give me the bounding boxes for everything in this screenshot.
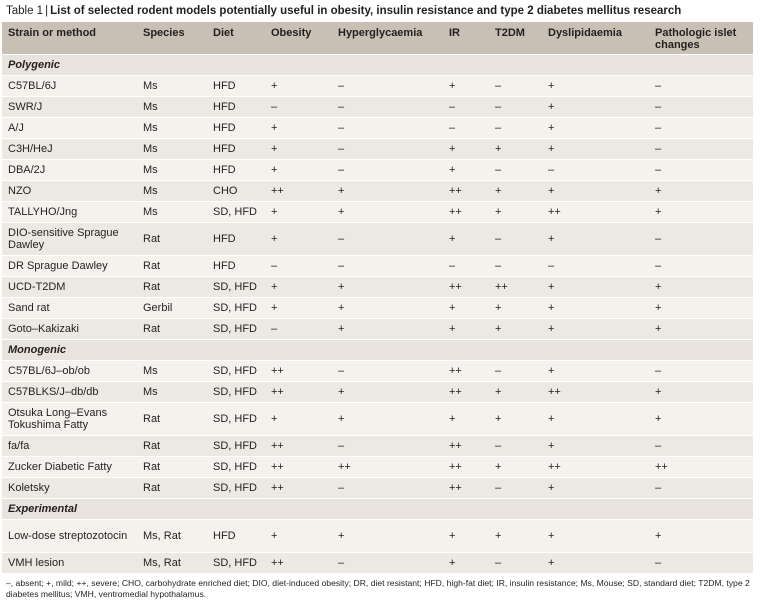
table-cell: + (265, 403, 332, 436)
table-cell: ++ (265, 181, 332, 202)
table-cell: ++ (265, 478, 332, 499)
table-cell: SD, HFD (207, 202, 265, 223)
table-cell: ++ (265, 382, 332, 403)
table-cell: Rat (137, 403, 207, 436)
table-cell: – (443, 256, 489, 277)
table-cell: + (489, 457, 542, 478)
table-cell: + (542, 181, 649, 202)
table-cell: – (649, 118, 753, 139)
column-header: Dyslipidaemia (542, 22, 649, 55)
table-cell: + (542, 118, 649, 139)
table-cell: – (265, 97, 332, 118)
table-cell: A/J (2, 118, 137, 139)
table-cell: – (332, 361, 443, 382)
column-header: Pathologic islet changes (649, 22, 753, 55)
rodent-models-table (2, 22, 753, 574)
table-cell: SD, HFD (207, 403, 265, 436)
table-cell: – (649, 139, 753, 160)
table-cell: + (649, 382, 753, 403)
table-cell: + (489, 298, 542, 319)
table-cell: + (332, 181, 443, 202)
column-header: Diet (207, 22, 265, 55)
column-header: Hyperglycaemia (332, 22, 443, 55)
table-cell: NZO (2, 181, 137, 202)
table-cell: – (489, 361, 542, 382)
table-cell: + (489, 382, 542, 403)
table-cell: HFD (207, 256, 265, 277)
table-cell: – (332, 223, 443, 256)
table-cell: ++ (332, 457, 443, 478)
table-cell: C3H/HeJ (2, 139, 137, 160)
table-cell: ++ (443, 202, 489, 223)
table-cell: – (649, 223, 753, 256)
table-cell: + (542, 277, 649, 298)
table-cell: SD, HFD (207, 319, 265, 340)
table-cell: + (649, 298, 753, 319)
table-cell: ++ (443, 457, 489, 478)
table-cell: HFD (207, 520, 265, 553)
table-cell: + (443, 223, 489, 256)
table-cell: – (489, 256, 542, 277)
table-cell: + (649, 202, 753, 223)
table-cell: + (542, 97, 649, 118)
table-cell: + (489, 202, 542, 223)
header-row (2, 22, 753, 55)
table-cell: ++ (265, 553, 332, 574)
table-cell: – (265, 256, 332, 277)
table-cell: Rat (137, 319, 207, 340)
table-cell: Ms (137, 382, 207, 403)
table-cell: + (649, 277, 753, 298)
table-row (2, 553, 753, 574)
table-cell: Rat (137, 223, 207, 256)
table-cell: – (649, 256, 753, 277)
table-cell: ++ (542, 202, 649, 223)
table-cell: – (443, 97, 489, 118)
table-cell: Ms, Rat (137, 520, 207, 553)
table-row (2, 520, 753, 553)
table-cell: HFD (207, 139, 265, 160)
table-cell: HFD (207, 76, 265, 97)
table-cell: ++ (443, 277, 489, 298)
table-cell: SWR/J (2, 97, 137, 118)
table-cell: Rat (137, 457, 207, 478)
table-cell: + (542, 319, 649, 340)
caption-label: Table 1 (6, 5, 44, 17)
table-row (2, 76, 753, 97)
table-cell: ++ (443, 361, 489, 382)
table-cell: – (649, 436, 753, 457)
table-cell: + (542, 436, 649, 457)
table-cell: + (443, 520, 489, 553)
table-cell: + (265, 139, 332, 160)
table-cell: + (443, 553, 489, 574)
table-cell: Rat (137, 256, 207, 277)
table-cell: – (649, 478, 753, 499)
table-row (2, 403, 753, 436)
table-cell: + (542, 298, 649, 319)
table-cell: – (649, 160, 753, 181)
table-cell: Rat (137, 478, 207, 499)
table-footnote: –, absent; +, mild; ++, severe; CHO, carbohydrate enriched diet; DIO, diet-induced obesity; DR, diet resistant; HFD, high-fat diet; IR, insulin resistance; Ms, Mouse; SD, standard diet; T2DM, type 2 diabetes mellitus; VMH, ventromedial hypothalamus. (6, 578, 750, 599)
table-cell: Ms (137, 202, 207, 223)
table-cell: ++ (443, 181, 489, 202)
table-cell: + (265, 298, 332, 319)
table-cell: + (265, 76, 332, 97)
table-cell: CHO (207, 181, 265, 202)
table-cell: + (649, 520, 753, 553)
table-cell: ++ (542, 457, 649, 478)
table-cell: DIO-sensitive Sprague Dawley (2, 223, 137, 256)
table-cell: + (443, 298, 489, 319)
table-row (2, 277, 753, 298)
table-cell: – (489, 436, 542, 457)
table-cell: SD, HFD (207, 277, 265, 298)
table-cell: + (489, 319, 542, 340)
table-cell: + (542, 76, 649, 97)
table-cell: C57BLKS/J–db/db (2, 382, 137, 403)
table-cell: Ms (137, 97, 207, 118)
table-cell: Ms (137, 181, 207, 202)
table-row (2, 202, 753, 223)
table-row (2, 223, 753, 256)
table-cell: – (649, 361, 753, 382)
table-cell: – (649, 553, 753, 574)
table-cell: + (542, 361, 649, 382)
table-cell: Koletsky (2, 478, 137, 499)
table-cell: + (443, 403, 489, 436)
table-cell: DR Sprague Dawley (2, 256, 137, 277)
table-cell: + (489, 403, 542, 436)
table-cell: + (443, 160, 489, 181)
table-row (2, 160, 753, 181)
table-cell: + (489, 520, 542, 553)
table-cell: Ms (137, 139, 207, 160)
table-cell: + (332, 382, 443, 403)
table-cell: – (489, 553, 542, 574)
table-cell: + (649, 181, 753, 202)
table-cell: ++ (265, 457, 332, 478)
table-cell: – (332, 76, 443, 97)
table-cell: Ms, Rat (137, 553, 207, 574)
table-cell: + (489, 181, 542, 202)
table-cell: SD, HFD (207, 478, 265, 499)
table-cell: – (332, 436, 443, 457)
table-row (2, 382, 753, 403)
table-cell: ++ (649, 457, 753, 478)
table-cell: HFD (207, 118, 265, 139)
table-cell: C57BL/6J (2, 76, 137, 97)
table-cell: + (332, 319, 443, 340)
table-cell: + (332, 298, 443, 319)
table-cell: Ms (137, 76, 207, 97)
table-cell: HFD (207, 160, 265, 181)
table-cell: + (332, 403, 443, 436)
table-cell: ++ (443, 382, 489, 403)
column-header: Obesity (265, 22, 332, 55)
column-header: Species (137, 22, 207, 55)
table-cell: + (542, 520, 649, 553)
table-cell: + (265, 118, 332, 139)
table-cell: + (265, 160, 332, 181)
table-cell: Sand rat (2, 298, 137, 319)
table-cell: DBA/2J (2, 160, 137, 181)
table-cell: Goto–Kakizaki (2, 319, 137, 340)
table-cell: – (332, 553, 443, 574)
table-cell: ++ (443, 436, 489, 457)
table-cell: – (443, 118, 489, 139)
section-title: Monogenic (2, 340, 753, 361)
table-cell: HFD (207, 223, 265, 256)
table-cell: SD, HFD (207, 457, 265, 478)
table-row (2, 118, 753, 139)
table-cell: – (332, 478, 443, 499)
table-cell: Zucker Diabetic Fatty (2, 457, 137, 478)
table-cell: + (265, 520, 332, 553)
table-cell: Gerbil (137, 298, 207, 319)
table-cell: – (489, 160, 542, 181)
table-cell: ++ (265, 361, 332, 382)
table-cell: Ms (137, 361, 207, 382)
table-cell: + (265, 277, 332, 298)
section-title: Polygenic (2, 55, 753, 76)
table-cell: + (649, 403, 753, 436)
table-cell: – (649, 76, 753, 97)
table-cell: + (542, 478, 649, 499)
table-row (2, 181, 753, 202)
table-row (2, 256, 753, 277)
table-cell: Ms (137, 160, 207, 181)
table-row (2, 478, 753, 499)
table-cell: SD, HFD (207, 436, 265, 457)
table-row (2, 97, 753, 118)
table-cell: – (489, 97, 542, 118)
column-header: T2DM (489, 22, 542, 55)
table-cell: + (542, 403, 649, 436)
table-cell: – (332, 160, 443, 181)
table-cell: SD, HFD (207, 361, 265, 382)
table-row (2, 436, 753, 457)
table-cell: – (649, 97, 753, 118)
table-cell: + (489, 139, 542, 160)
table-cell: ++ (443, 478, 489, 499)
table-row (2, 139, 753, 160)
table-cell: + (542, 553, 649, 574)
table-cell: VMH lesion (2, 553, 137, 574)
table-cell: – (489, 478, 542, 499)
table-cell: – (542, 256, 649, 277)
table-cell: + (332, 277, 443, 298)
table-cell: Rat (137, 277, 207, 298)
table-cell: SD, HFD (207, 298, 265, 319)
table-cell: + (649, 319, 753, 340)
table-cell: SD, HFD (207, 553, 265, 574)
table-cell: ++ (489, 277, 542, 298)
table-cell: C57BL/6J–ob/ob (2, 361, 137, 382)
table-cell: SD, HFD (207, 382, 265, 403)
table-cell: HFD (207, 97, 265, 118)
column-header: Strain or method (2, 22, 137, 55)
section-row (2, 55, 753, 76)
table-cell: – (489, 223, 542, 256)
table-cell: – (332, 118, 443, 139)
table-cell: Low-dose streptozotocin (2, 520, 137, 553)
table-cell: + (443, 76, 489, 97)
column-header: IR (443, 22, 489, 55)
table-cell: TALLYHO/Jng (2, 202, 137, 223)
table-cell: + (265, 223, 332, 256)
table-cell: – (265, 319, 332, 340)
table-cell: – (542, 160, 649, 181)
table-cell: – (489, 76, 542, 97)
table-cell: – (332, 139, 443, 160)
table-cell: fa/fa (2, 436, 137, 457)
table-cell: + (542, 223, 649, 256)
table-cell: – (332, 97, 443, 118)
table-row (2, 298, 753, 319)
table-cell: + (265, 202, 332, 223)
table-cell: – (332, 256, 443, 277)
table-cell: Ms (137, 118, 207, 139)
table-row (2, 319, 753, 340)
section-row (2, 340, 753, 361)
table-cell: + (332, 202, 443, 223)
table-caption (2, 0, 761, 22)
table-cell: ++ (265, 436, 332, 457)
table-cell: – (489, 118, 542, 139)
section-row (2, 499, 753, 520)
section-title: Experimental (2, 499, 753, 520)
table-cell: + (542, 139, 649, 160)
table-row (2, 361, 753, 382)
caption-separator: | (45, 5, 49, 17)
table-cell: UCD-T2DM (2, 277, 137, 298)
table-cell: Otsuka Long–Evans Tokushima Fatty (2, 403, 137, 436)
table-cell: Rat (137, 436, 207, 457)
caption-title: List of selected rodent models potentially useful in obesity, insulin resistance and type 2 diabetes mellitus research (50, 5, 682, 17)
table-cell: ++ (542, 382, 649, 403)
table-cell: + (443, 139, 489, 160)
table-cell: + (332, 520, 443, 553)
table-row (2, 457, 753, 478)
table-cell: + (443, 319, 489, 340)
